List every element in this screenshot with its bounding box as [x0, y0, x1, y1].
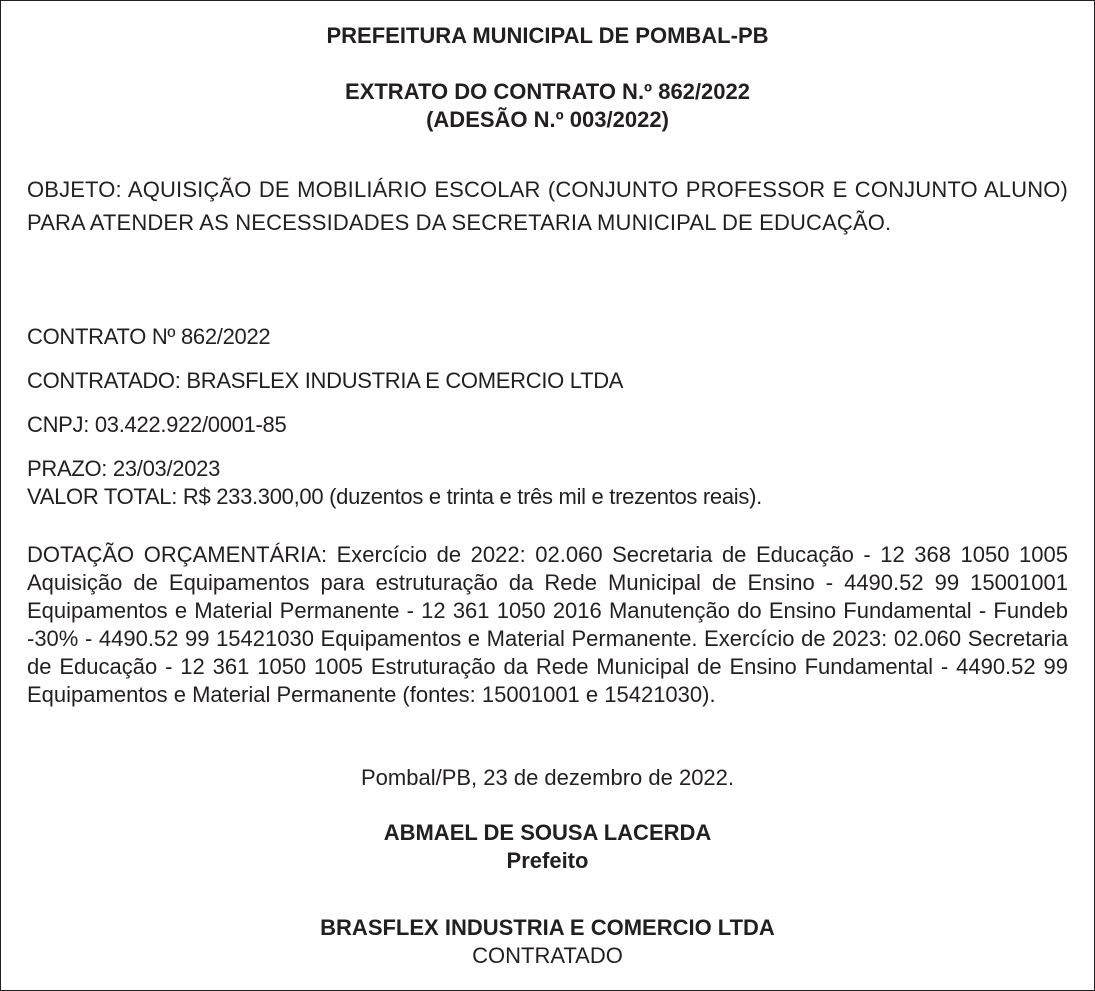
contractor-signature-block	[1, 914, 1094, 970]
institution-heading: PREFEITURA MUNICIPAL DE POMBAL-PB	[326, 23, 769, 48]
total-value-line: VALOR TOTAL: R$ 233.300,00 (duzentos e trinta e três mil e trezentos reais).	[27, 484, 762, 509]
contract-title-block	[1, 78, 1094, 134]
contractor-line: CONTRATADO: BRASFLEX INDUSTRIA E COMERCIO LTDA	[27, 368, 624, 393]
place-date-line: Pombal/PB, 23 de dezembro de 2022.	[360, 765, 735, 790]
contract-number-title: EXTRATO DO CONTRATO N.º 862/2022	[345, 79, 750, 104]
term-and-value-block	[27, 455, 1068, 511]
adhesion-number: (ADESÃO N.º 003/2022)	[426, 107, 669, 132]
contractor-name: BRASFLEX INDUSTRIA E COMERCIO LTDA	[320, 915, 775, 940]
cnpj-line: CNPJ: 03.422.922/0001-85	[27, 412, 287, 437]
objeto-paragraph: OBJETO: AQUISIÇÃO DE MOBILIÁRIO ESCOLAR (CONJUNTO PROFESSOR E CONJUNTO ALUNO) PARA ATENDER AS NECESSIDADES DA SECRETARIA MUNICIPAL DE EDUCAÇÃO.	[27, 177, 1068, 235]
contractor-role: CONTRATADO	[472, 943, 623, 968]
mayor-name: ABMAEL DE SOUSA LACERDA	[383, 820, 712, 845]
contract-number-line: CONTRATO Nº 862/2022	[27, 324, 271, 349]
budget-allocation-paragraph: DOTAÇÃO ORÇAMENTÁRIA: Exercício de 2022: 02.060 Secretaria de Educação - 12 368 1050 1005 Aquisição de Equipamentos para estruturação da Rede Municipal de Ensino - 4490.52 99 15001001 Equipamentos e Material Permanente - 12 361 1050 2016 Manutenção do Ensino Fundamental - Fundeb -30% - 4490.52 99 15421030 Equipamentos e Material Permanente. Exercício de 2023: 02.060 Secretaria de Educação - 12 361 1050 1005 Estruturação da Rede Municipal de Ensino Fundamental - 4490.52 99 Equipamentos e Material Permanente (fontes: 15001001 e 15421030).	[27, 542, 1068, 707]
mayor-role: Prefeito	[506, 848, 589, 873]
mayor-signature-block	[1, 819, 1094, 875]
term-line: PRAZO: 23/03/2023	[27, 456, 221, 481]
